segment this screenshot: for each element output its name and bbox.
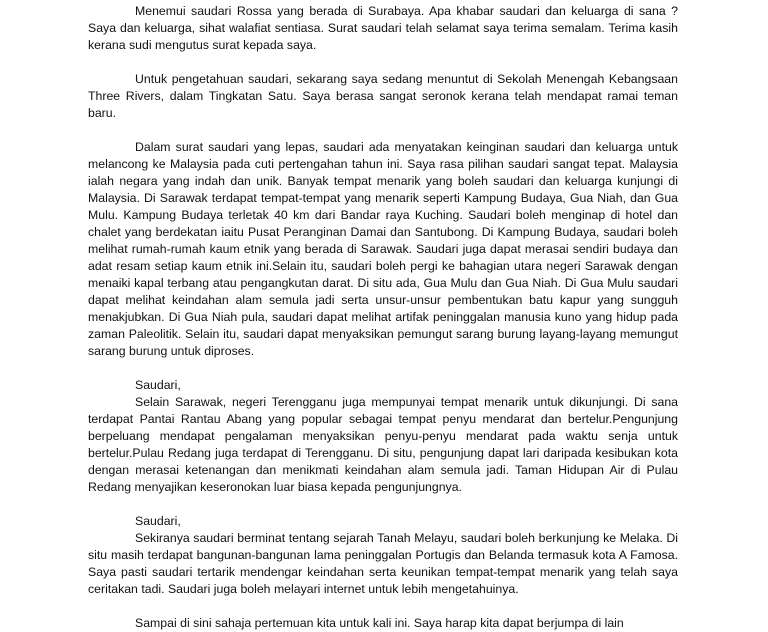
paragraph-school: Untuk pengetahuan saudari, sekarang saya sedang menuntut di Sekolah Menengah Kebangsaan Three Rivers, dalam Tingkatan Satu. Saya berasa sangat seronok kerana telah mendapat ramai teman baru. [88,72,678,120]
paragraph-closing: Sampai di sini sahaja pertemuan kita untuk kali ini. Saya harap kita dapat berjumpa di lain [135,616,624,630]
salutation-2: Saudari, [135,514,181,528]
salutation-1: Saudari, [135,378,181,392]
letter-body [88,0,678,632]
paragraph-greeting: Menemui saudari Rossa yang berada di Surabaya. Apa khabar saudari dan keluarga di sana ? Saya dan keluarga, sihat walafiat sentiasa. Surat saudari telah selamat saya terima semalam. Terima kasih kerana sudi mengutus surat kepada saya. [88,4,678,52]
paragraph-melaka: Sekiranya saudari berminat tentang sejarah Tanah Melayu, saudari boleh berkunjung ke Melaka. Di situ masih terdapat bangunan-bangunan lama peninggalan Portugis dan Belanda termasuk kota A Famosa. Saya pasti saudari tertarik mendengar keindahan serta keunikan tempat-tempat menarik yang telah saya ceritakan tadi. Saudari juga boleh melayari internet untuk lebih mengetahuinya. [88,531,678,596]
paragraph-terengganu: Selain Sarawak, negeri Terengganu juga mempunyai tempat menarik untuk dikunjungi. Di sana terdapat Pantai Rantau Abang yang popular sebagai tempat penyu mendarat dan bertelur.Pengunjung berpeluang mendapat pengalaman menyaksikan penyu-penyu mendarat pada waktu senja untuk bertelur.Pulau Redang juga terdapat di Terengganu. Di situ, pengunjung dapat lari daripada kesibukan kota dengan merasai ketenangan dan menikmati keindahan alam semula jadi. Taman Hidupan Air di Pulau Redang menyajikan keseronokan luar biasa kepada pengunjungnya. [88,395,678,494]
paragraph-sarawak: Dalam surat saudari yang lepas, saudari ada menyatakan keinginan saudari dan keluarga untuk melancong ke Malaysia pada cuti pertengahan tahun ini. Saya rasa pilihan saudari sangat tepat. Malaysia ialah negara yang indah dan unik. Banyak tempat menarik yang boleh saudari dan keluarga kunjungi di Malaysia. Di Sarawak terdapat tempat-tempat yang menarik seperti Kampung Budaya, Gua Niah, dan Gua Mulu. Kampung Budaya terletak 40 km dari Bandar raya Kuching. Saudari boleh menginap di hotel dan chalet yang berdekatan iaitu Pusat Peranginan Damai dan Santubong. Di Kampung Budaya, saudari boleh melihat rumah-rumah kaum etnik yang berada di Sarawak. Saudari juga dapat merasai sendiri budaya dan adat resam setiap kaum etnik ini.Selain itu, saudari boleh pergi ke bahagian utara negeri Sarawak dengan menaiki kapal terbang atau pengangkutan darat. Di situ ada, Gua Mulu dan Gua Niah. Di Gua Mulu saudari dapat melihat keindahan alam semula jadi serta unsur-unsur pembentukan batu kapur yang sungguh menakjubkan. Di Gua Niah pula, saudari dapat melihat artifak peninggalan manusia kuno yang hidup pada zaman Paleolitik. Selain itu, saudari dapat menyaksikan pemungut sarang burung layang-layang memungut sarang burung untuk diproses. [88,140,678,358]
